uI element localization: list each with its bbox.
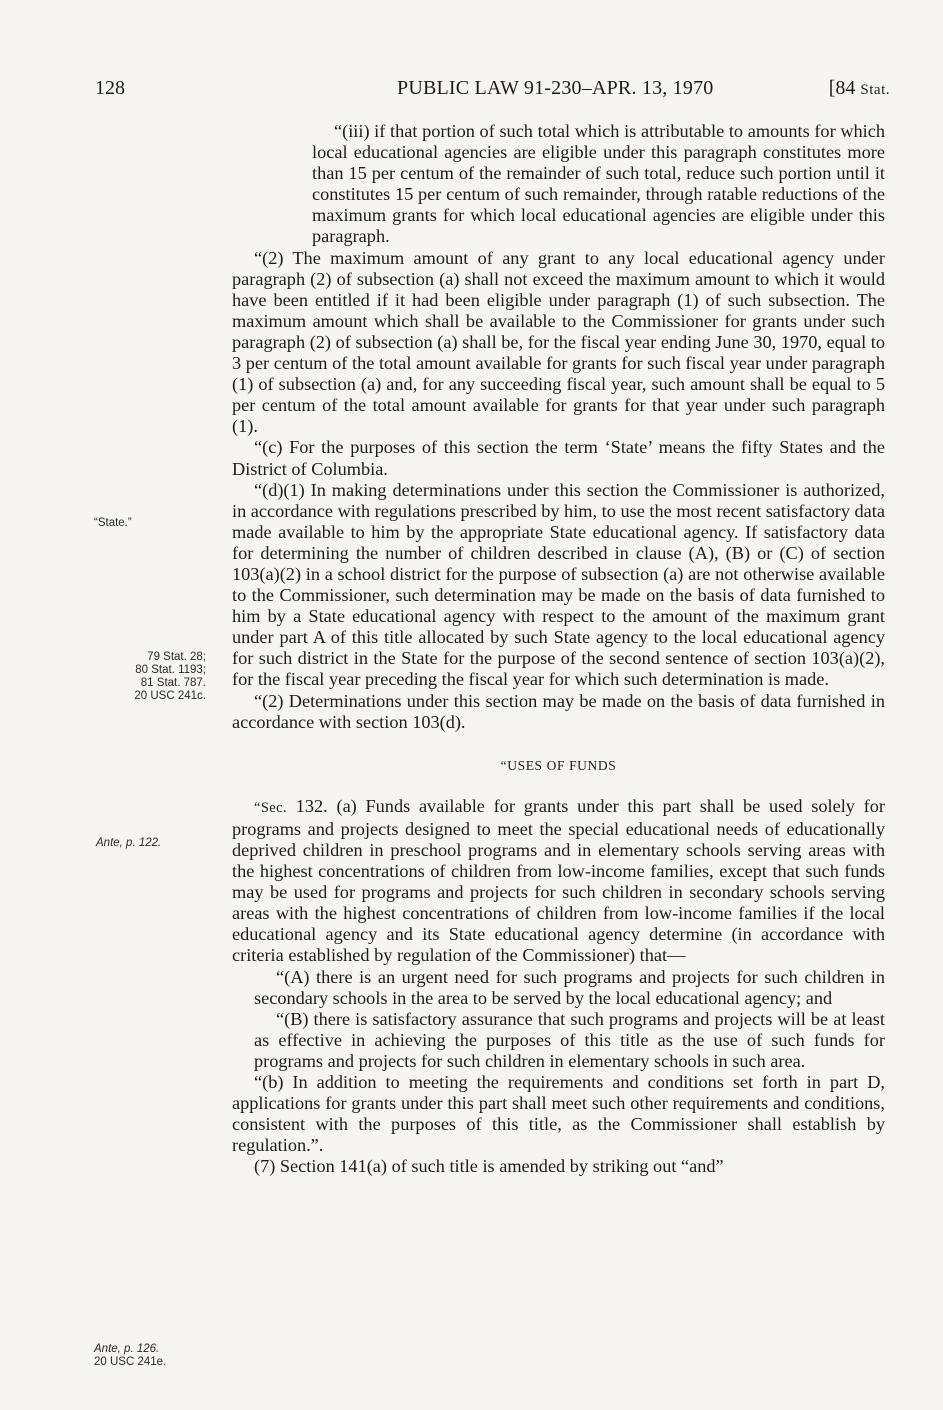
margin-note-state: “State.” (94, 517, 132, 529)
paragraph-iii: “(iii) if that portion of such total which is attributable to amounts for which local educational agencies are eligible under this paragraph constitutes more than 15 per centum of the remainder of such total, reduce such portion until it constitutes 15 per centum of such remainder, through ratable reductions of the maximum grants for which local educational agencies are eligible under this paragraph. (312, 121, 885, 247)
paragraph-d1: “(d)(1) In making determinations under this section the Commissioner is authorized, in accordance with regulations prescribed by him, to use the most recent satisfactory data made available to him by the appropriate State educational agency. If satisfactory data for determining the number of children described in clause (A), (B) or (C) of section 103(a)(2) in a school district for the purpose of subsection (a) are not otherwise available to the Commissioner, such determination may be made on the basis of data furnished to him by a State educational agency with respect to the amount of the maximum grant under part A of this title allocated by such State agency to the local educational agency for such district in the State for the purpose of the second sentence of section 103(a)(2), for the fiscal year preceding the fiscal year for which such determination is made. (232, 479, 885, 690)
stat-volume: [84 (828, 77, 856, 99)
citation-line: 81 Stat. 787. (140, 677, 206, 689)
margin-note-citations (76, 651, 206, 703)
section-132a (232, 796, 885, 967)
page-number: 128 (95, 77, 125, 99)
citation-line: 80 Stat. 1193; (135, 664, 206, 676)
section-132b: “(b) In addition to meeting the requirements and conditions set forth in part D, applications for grants under this part shall meet such other requirements and conditions, consistent with the purposes of this title, as the Commissioner shall establish by regulation.”. (232, 1072, 885, 1156)
margin-note-ante-122: Ante, p. 122. (96, 837, 162, 849)
running-title: PUBLIC LAW 91-230–APR. 13, 1970 (397, 77, 714, 99)
item-7: (7) Section 141(a) of such title is amended by striking out “and” (254, 1156, 724, 1177)
ante-126: Ante, p. 126. (94, 1343, 160, 1355)
section-heading: “USES OF FUNDS (500, 757, 617, 773)
paragraph-b2: “(2) The maximum amount of any grant to any local educational agency under paragraph (2) of subsection (a) shall not exceed the maximum amount to which it would have been entitled if it had been eligible under paragraph (1) of such subsection. The maximum amount which shall be available to the Commissioner for grants under such paragraph (2) of subsection (a) shall be, for the fiscal year ending June 30, 1970, equal to 3 per centum of the total amount available for grants for such fiscal year under paragraph (1) of subsection (a) and, for any succeeding fiscal year, such amount shall be equal to 5 per centum of the total amount available for grants for that year under such paragraph (1). (232, 247, 885, 437)
clause-a: “(A) there is an urgent need for such programs and projects for such children in secondary schools in the area to be served by the local educational agency; and (254, 966, 885, 1008)
section-label: “Sec. (254, 799, 287, 816)
page-header (95, 77, 890, 107)
stat-abbrev: Stat. (860, 82, 890, 98)
citation-line: 20 USC 241c. (134, 690, 206, 702)
paragraph-c: “(c) For the purposes of this section the term ‘State’ means the fifty States and the District of Columbia. (232, 437, 885, 479)
clause-b: “(B) there is satisfactory assurance that such programs and projects will be at least as effective in achieving the purposes of this title as the use of such funds for programs and projects for such children in elementary schools in such area. (254, 1008, 885, 1071)
citation-line: 79 Stat. 28; (147, 651, 206, 663)
statute-reference (829, 77, 890, 100)
paragraph-d2: “(2) Determinations under this section may be made on the basis of data furnished in accordance with section 103(d). (232, 690, 885, 732)
margin-note-ante-126 (94, 1343, 224, 1369)
document-body (232, 121, 885, 1178)
section-132a-text: 132. (a) Funds available for grants under this part shall be used solely for programs and projects designed to meet the special educational needs of educationally deprived children in preschool programs and in elementary schools serving areas with the highest concentrations of children from low-income families, except that such funds may be used for programs and projects for such children in secondary schools serving areas with the highest concentrations of children from low-income families if the local educational agency and its State educational agency determine (in accordance with criteria established by regulation of the Commissioner) that— (232, 795, 885, 966)
usc-241e: 20 USC 241e. (94, 1356, 167, 1368)
